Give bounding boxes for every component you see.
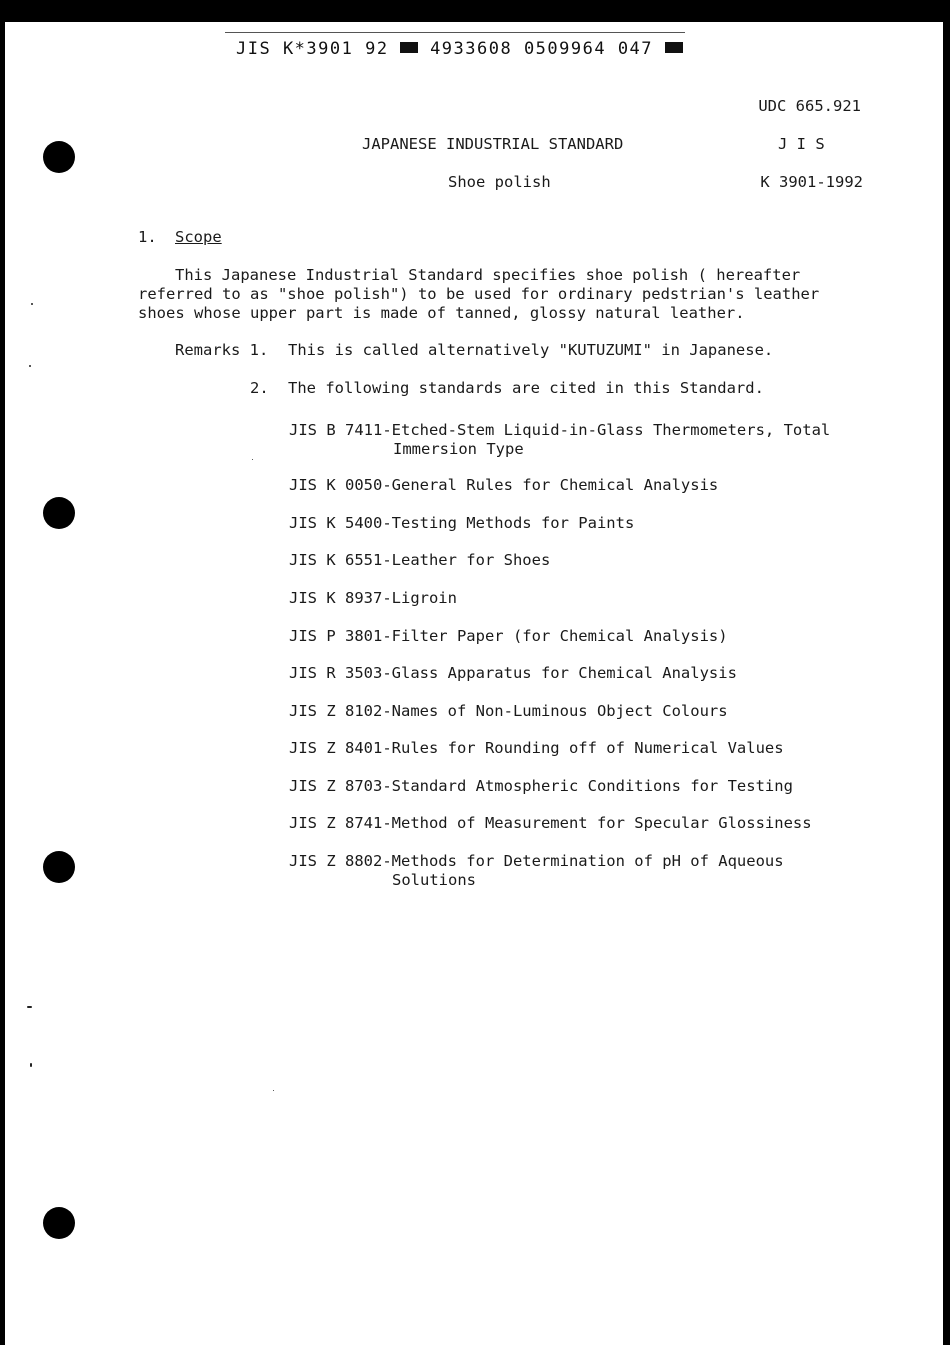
cited-standard: JIS Z 8741-Method of Measurement for Specular Glossiness bbox=[289, 814, 812, 832]
section-number: 1. bbox=[138, 228, 157, 246]
scan-border-right bbox=[943, 0, 950, 1345]
cited-standard: JIS Z 8102-Names of Non-Luminous Object Colours bbox=[289, 702, 728, 720]
scope-paragraph-line: shoes whose upper part is made of tanned, glossy natural leather. bbox=[138, 304, 745, 322]
scan-speck bbox=[30, 1063, 32, 1067]
cited-standard: JIS Z 8401-Rules for Rounding off of Numerical Values bbox=[289, 739, 784, 757]
cited-standard-continuation: Solutions bbox=[392, 871, 476, 889]
document-subject-title: Shoe polish bbox=[448, 173, 551, 191]
scan-speck bbox=[27, 1006, 32, 1008]
jis-mark: J I S bbox=[778, 135, 825, 153]
scan-speck bbox=[31, 303, 33, 305]
cited-standard: JIS K 8937-Ligroin bbox=[289, 589, 457, 607]
section-heading: Scope bbox=[175, 228, 222, 246]
scan-border-left bbox=[0, 0, 5, 1345]
scan-speck bbox=[29, 365, 31, 367]
bar-block bbox=[400, 42, 418, 53]
scan-speck bbox=[252, 459, 253, 460]
document-code-part2: 4933608 0509964 047 bbox=[430, 39, 654, 59]
cited-standard: JIS Z 8703-Standard Atmospheric Conditions for Testing bbox=[289, 777, 793, 795]
punch-hole bbox=[43, 851, 75, 883]
cited-standard: JIS R 3503-Glass Apparatus for Chemical Analysis bbox=[289, 664, 737, 682]
document-code-header bbox=[236, 39, 683, 59]
remarks-label: Remarks 1. bbox=[175, 341, 269, 359]
punch-hole bbox=[43, 1207, 75, 1239]
scan-border-top bbox=[0, 0, 950, 22]
remark-item-2-number: 2. bbox=[250, 379, 269, 397]
cited-standard: JIS Z 8802-Methods for Determination of pH of Aqueous bbox=[289, 852, 784, 870]
remark-item-2: The following standards are cited in this Standard. bbox=[288, 379, 764, 397]
remark-item-1: This is called alternatively "KUTUZUMI" in Japanese. bbox=[288, 341, 774, 359]
punch-hole bbox=[43, 141, 75, 173]
cited-standard: JIS P 3801-Filter Paper (for Chemical Analysis) bbox=[289, 627, 728, 645]
header-rule bbox=[225, 32, 685, 33]
cited-standard: JIS K 0050-General Rules for Chemical Analysis bbox=[289, 476, 719, 494]
scope-paragraph-line: This Japanese Industrial Standard specifies shoe polish ( hereafter bbox=[175, 266, 801, 284]
cited-standard: JIS K 6551-Leather for Shoes bbox=[289, 551, 551, 569]
scan-speck bbox=[273, 1090, 274, 1091]
standard-number: K 3901-1992 bbox=[760, 173, 863, 191]
document-code-part1: JIS K*3901 92 bbox=[236, 39, 389, 59]
document-org-title: JAPANESE INDUSTRIAL STANDARD bbox=[362, 135, 624, 153]
cited-standard: JIS K 5400-Testing Methods for Paints bbox=[289, 514, 635, 532]
scope-paragraph-line: referred to as "shoe polish") to be used for ordinary pedstrian's leather bbox=[138, 285, 820, 303]
bar-block bbox=[665, 42, 683, 53]
punch-hole bbox=[43, 497, 75, 529]
udc-number: UDC 665.921 bbox=[758, 97, 861, 115]
cited-standard: JIS B 7411-Etched-Stem Liquid-in-Glass Thermometers, Total bbox=[289, 421, 831, 439]
cited-standard-continuation: Immersion Type bbox=[393, 440, 524, 458]
